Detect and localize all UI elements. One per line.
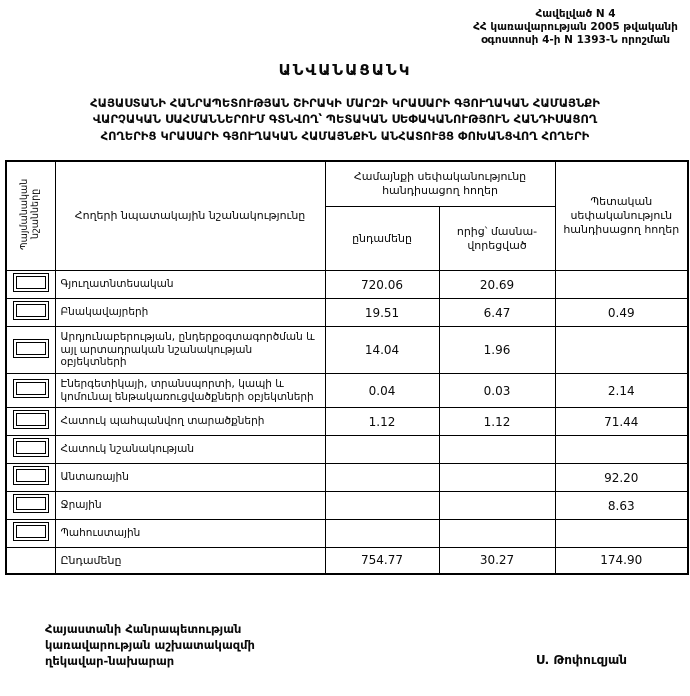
column-header-state: Պետական սեփականություն հանդիսացող հողեր <box>555 161 688 271</box>
total-row-label: Ընդամենը <box>55 548 325 574</box>
privatized-value <box>439 464 555 492</box>
community-total-value: 720.06 <box>325 271 439 299</box>
privatized-value: 1.12 <box>439 408 555 436</box>
legend-cell <box>6 520 55 548</box>
legend-cell <box>6 327 55 374</box>
column-header-privatized: որից՝ մասնա-վորեցված <box>439 207 555 271</box>
column-header-symbols <box>6 161 55 271</box>
signatory-name: Ս. Թոփուզյան <box>535 652 627 667</box>
legend-box-icon <box>16 525 46 538</box>
land-category-label: Պահուստային <box>55 520 325 548</box>
community-total-value <box>325 436 439 464</box>
legend-cell <box>6 271 55 299</box>
privatized-value: 1.96 <box>439 327 555 374</box>
appendix-line: օգոստոսի 4-ի N 1393-Ն որոշման <box>480 34 671 47</box>
land-category-label: Բնակավայրերի <box>55 299 325 327</box>
signature-block <box>45 621 627 669</box>
appendix-line: ՀՀ կառավարության 2005 թվականի <box>473 21 678 34</box>
table-row <box>6 408 688 436</box>
total-row-privatized: 30.27 <box>439 548 555 574</box>
land-category-label: Հատուկ պահպանվող տարածքների <box>55 408 325 436</box>
state-value <box>555 520 688 548</box>
subtitle-line: ՀԱՅԱՍՏԱՆԻ ՀԱՆՐԱՊԵՏՈՒԹՅԱՆ ՇԻՐԱԿԻ ՄԱՐԶԻ ԿՐԱՍԱՐԻ ԳՅՈՒՂԱԿԱՆ ՀԱՄԱՅՆՔԻ <box>90 96 600 111</box>
legend-box-icon <box>16 304 46 317</box>
state-value: 71.44 <box>555 408 688 436</box>
legend-box-icon <box>16 413 46 426</box>
column-header-purpose: Հողերի նպատակային նշանակությունը <box>55 161 325 271</box>
legend-cell <box>6 464 55 492</box>
appendix-line: Հավելված N 4 <box>535 8 616 20</box>
subtitle-line: ՀՈՂԵՐԻՑ ԿՐԱՍԱՐԻ ԳՅՈՒՂԱԿԱՆ ՀԱՄԱՅՆՔԻՆ ԱՆՀԱՏՈՒՅՑ ՓՈԽԱՆՑՎՈՂ ՀՈՂԵՐԻ <box>100 128 590 143</box>
legend-cell <box>6 436 55 464</box>
privatized-value <box>439 436 555 464</box>
state-value <box>555 436 688 464</box>
table-row <box>6 327 688 374</box>
community-total-value: 0.04 <box>325 373 439 407</box>
land-category-label: Անտառային <box>55 464 325 492</box>
subtitle-line: ՎԱՐՉԱԿԱՆ ՍԱՀՄԱՆՆԵՐՈՒՄ ԳՏՆՎՈՂ՝ ՊԵՏԱԿԱՆ ՍԵՓԱԿԱՆՈՒԹՅՈՒՆ ՀԱՆԴԻՍԱՑՈՂ <box>92 112 598 127</box>
signatory-title-line: ղեկավար-նախարար <box>45 653 175 668</box>
privatized-value <box>439 520 555 548</box>
state-value <box>555 327 688 374</box>
privatized-value: 6.47 <box>439 299 555 327</box>
table-row <box>6 436 688 464</box>
table-row <box>6 492 688 520</box>
table-row <box>6 464 688 492</box>
legend-box-icon <box>16 469 46 482</box>
privatized-value: 0.03 <box>439 373 555 407</box>
land-category-label: Ջրային <box>55 492 325 520</box>
table-row <box>6 373 688 407</box>
state-value: 92.20 <box>555 464 688 492</box>
land-category-label: Էներգետիկայի, տրանսպորտի, կապի և կոմունալ ենթակառուցվածքների օբյեկտների <box>55 373 325 407</box>
legend-box-icon <box>16 342 46 355</box>
column-header-symbols-label: Պայմանական նշանները <box>18 178 41 250</box>
land-category-label: Գյուղատնտեսական <box>55 271 325 299</box>
community-total-value: 1.12 <box>325 408 439 436</box>
state-value: 8.63 <box>555 492 688 520</box>
signatory-title-line: Հայաստանի Հանրապետության <box>45 621 242 636</box>
community-total-value <box>325 492 439 520</box>
land-distribution-table <box>5 160 689 575</box>
state-value <box>555 271 688 299</box>
table-row <box>6 299 688 327</box>
privatized-value <box>439 492 555 520</box>
community-total-value <box>325 520 439 548</box>
legend-cell <box>6 492 55 520</box>
document-title: ԱՆՎԱՆԱՑԱՆԿ <box>278 61 412 80</box>
document-subtitle <box>5 95 685 143</box>
appendix-reference <box>468 8 683 47</box>
community-total-value: 19.51 <box>325 299 439 327</box>
land-category-label: Հատուկ նշանակության <box>55 436 325 464</box>
legend-box-icon <box>16 441 46 454</box>
state-value: 2.14 <box>555 373 688 407</box>
community-total-value <box>325 464 439 492</box>
total-row-symbol-cell <box>6 548 55 574</box>
legend-box-icon <box>16 276 46 289</box>
community-total-value: 14.04 <box>325 327 439 374</box>
legend-cell <box>6 408 55 436</box>
table-total-row <box>6 548 688 574</box>
state-value: 0.49 <box>555 299 688 327</box>
table-row <box>6 520 688 548</box>
column-header-total: ընդամենը <box>325 207 439 271</box>
column-header-community-group: Համայնքի սեփականությունը հանդիսացող հողեր <box>325 161 555 207</box>
total-row-state: 174.90 <box>555 548 688 574</box>
legend-box-icon <box>16 497 46 510</box>
legend-cell <box>6 373 55 407</box>
legend-box-icon <box>16 382 46 395</box>
total-row-community-total: 754.77 <box>325 548 439 574</box>
signatory-title <box>45 621 255 669</box>
privatized-value: 20.69 <box>439 271 555 299</box>
land-category-label: Արդյունաբերության, ընդերքօգտագործման և այլ արտադրական նշանակության օբյեկտների <box>55 327 325 374</box>
table-row <box>6 271 688 299</box>
legend-cell <box>6 299 55 327</box>
signatory-title-line: կառավարության աշխատակազմի <box>45 637 255 652</box>
